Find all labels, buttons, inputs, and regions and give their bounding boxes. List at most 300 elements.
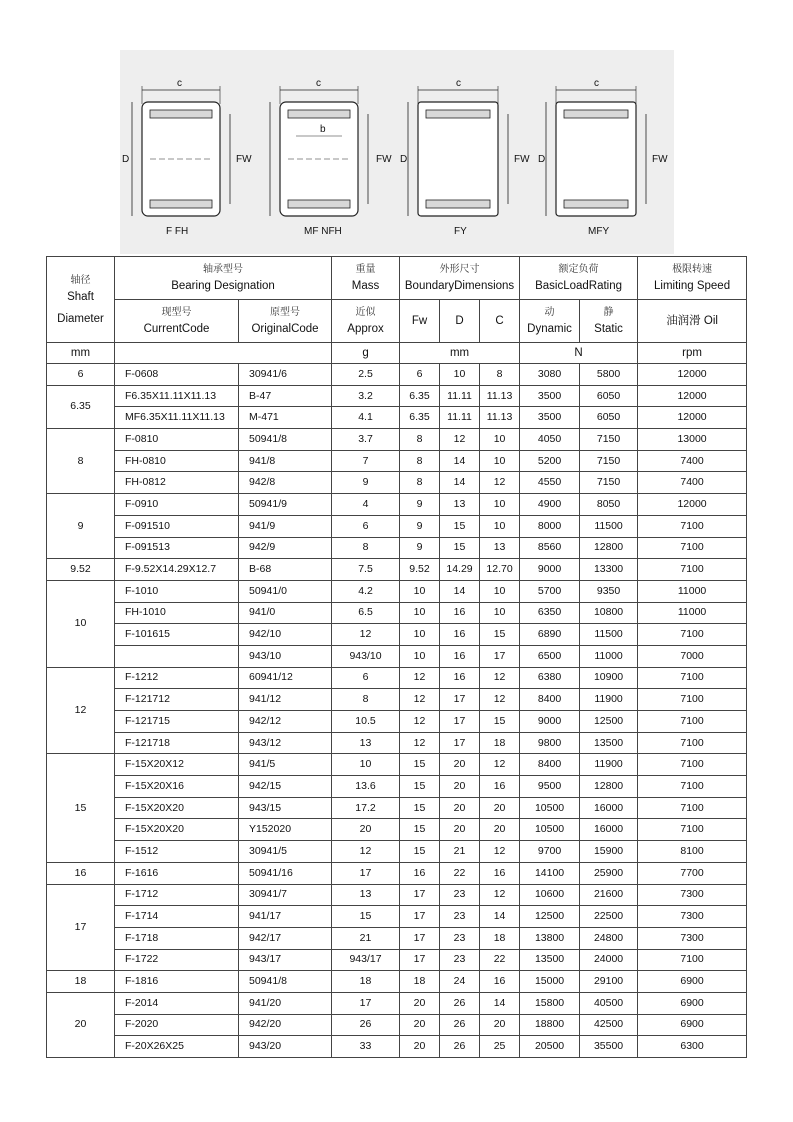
original-code-cell: 941/0 bbox=[239, 602, 332, 624]
c-cell: 10 bbox=[480, 450, 520, 472]
fw-cell: 20 bbox=[400, 1014, 440, 1036]
table-body bbox=[47, 364, 747, 1058]
c-cell: 12 bbox=[480, 472, 520, 494]
label-fw: FW bbox=[236, 154, 252, 165]
dynamic-cell: 20500 bbox=[520, 1036, 580, 1058]
mass-cell: 943/10 bbox=[332, 645, 400, 667]
d-cell: 16 bbox=[440, 602, 480, 624]
current-code-cell: F-15X20X16 bbox=[115, 776, 239, 798]
dynamic-cell: 4550 bbox=[520, 472, 580, 494]
mass-cell: 13 bbox=[332, 884, 400, 906]
c-cell: 20 bbox=[480, 1014, 520, 1036]
mass-cell: 943/17 bbox=[332, 949, 400, 971]
speed-cell: 7100 bbox=[638, 732, 747, 754]
c-cell: 12 bbox=[480, 689, 520, 711]
mass-cell: 2.5 bbox=[332, 364, 400, 386]
static-cell: 35500 bbox=[580, 1036, 638, 1058]
d-cell: 23 bbox=[440, 906, 480, 928]
fw-cell: 6.35 bbox=[400, 407, 440, 429]
d-cell: 11.11 bbox=[440, 385, 480, 407]
static-cell: 11500 bbox=[580, 624, 638, 646]
original-code-cell: 941/20 bbox=[239, 992, 332, 1014]
shaft-diameter-cell: 6.35 bbox=[47, 385, 115, 428]
current-code-cell: F-15X20X12 bbox=[115, 754, 239, 776]
d-cell: 22 bbox=[440, 862, 480, 884]
speed-cell: 7100 bbox=[638, 819, 747, 841]
table-row bbox=[47, 927, 747, 949]
mass-cell: 7.5 bbox=[332, 559, 400, 581]
table-row bbox=[47, 754, 747, 776]
fw-cell: 12 bbox=[400, 689, 440, 711]
label-fw: FW bbox=[652, 154, 668, 165]
original-code-cell: 943/12 bbox=[239, 732, 332, 754]
current-code-cell: F-091510 bbox=[115, 515, 239, 537]
static-cell: 7150 bbox=[580, 429, 638, 451]
header-mass: 重量 Mass bbox=[332, 257, 400, 300]
c-cell: 17 bbox=[480, 645, 520, 667]
static-cell: 10900 bbox=[580, 667, 638, 689]
table-row bbox=[47, 732, 747, 754]
speed-cell: 7100 bbox=[638, 559, 747, 581]
current-code-cell: F-091513 bbox=[115, 537, 239, 559]
speed-cell: 7100 bbox=[638, 776, 747, 798]
speed-cell: 12000 bbox=[638, 407, 747, 429]
table-row bbox=[47, 559, 747, 581]
fw-cell: 17 bbox=[400, 927, 440, 949]
d-cell: 20 bbox=[440, 754, 480, 776]
dynamic-cell: 3080 bbox=[520, 364, 580, 386]
fw-cell: 12 bbox=[400, 667, 440, 689]
unit-shaft: mm bbox=[47, 343, 115, 364]
shaft-diameter-cell: 15 bbox=[47, 754, 115, 862]
label-fw: FW bbox=[514, 154, 530, 165]
d-cell: 13 bbox=[440, 494, 480, 516]
header-fw: Fw bbox=[400, 300, 440, 343]
fw-cell: 15 bbox=[400, 776, 440, 798]
header-load: 额定负荷 BasicLoadRating bbox=[520, 257, 638, 300]
fw-cell: 8 bbox=[400, 450, 440, 472]
dynamic-cell: 6500 bbox=[520, 645, 580, 667]
speed-cell: 7100 bbox=[638, 711, 747, 733]
static-cell: 42500 bbox=[580, 1014, 638, 1036]
table-row bbox=[47, 819, 747, 841]
mass-cell: 13 bbox=[332, 732, 400, 754]
original-code-cell: 50941/16 bbox=[239, 862, 332, 884]
d-cell: 15 bbox=[440, 515, 480, 537]
c-cell: 22 bbox=[480, 949, 520, 971]
mass-cell: 4.2 bbox=[332, 580, 400, 602]
d-cell: 14 bbox=[440, 450, 480, 472]
mass-cell: 15 bbox=[332, 906, 400, 928]
current-code-cell: F-1512 bbox=[115, 841, 239, 863]
d-cell: 23 bbox=[440, 927, 480, 949]
table-row bbox=[47, 537, 747, 559]
fw-cell: 10 bbox=[400, 624, 440, 646]
original-code-cell: 50941/8 bbox=[239, 971, 332, 993]
dynamic-cell: 9000 bbox=[520, 711, 580, 733]
original-code-cell: 50941/9 bbox=[239, 494, 332, 516]
fw-cell: 15 bbox=[400, 819, 440, 841]
current-code-cell bbox=[115, 645, 239, 667]
static-cell: 11900 bbox=[580, 754, 638, 776]
fw-cell: 17 bbox=[400, 906, 440, 928]
fw-cell: 10 bbox=[400, 602, 440, 624]
label-c: c bbox=[594, 78, 599, 89]
d-cell: 16 bbox=[440, 624, 480, 646]
static-cell: 12800 bbox=[580, 776, 638, 798]
c-cell: 14 bbox=[480, 906, 520, 928]
c-cell: 15 bbox=[480, 711, 520, 733]
fw-cell: 20 bbox=[400, 992, 440, 1014]
current-code-cell: F-1816 bbox=[115, 971, 239, 993]
current-code-cell: F-1616 bbox=[115, 862, 239, 884]
fw-cell: 9 bbox=[400, 494, 440, 516]
header-boundary: 外形尺寸 BoundaryDimensions bbox=[400, 257, 520, 300]
d-cell: 14 bbox=[440, 580, 480, 602]
mass-cell: 33 bbox=[332, 1036, 400, 1058]
table-row bbox=[47, 797, 747, 819]
speed-cell: 7400 bbox=[638, 450, 747, 472]
current-code-cell: F-1212 bbox=[115, 667, 239, 689]
static-cell: 13500 bbox=[580, 732, 638, 754]
dynamic-cell: 8000 bbox=[520, 515, 580, 537]
mass-cell: 17 bbox=[332, 862, 400, 884]
original-code-cell: 942/10 bbox=[239, 624, 332, 646]
c-cell: 16 bbox=[480, 971, 520, 993]
fw-cell: 17 bbox=[400, 949, 440, 971]
speed-cell: 7000 bbox=[638, 645, 747, 667]
speed-cell: 7300 bbox=[638, 884, 747, 906]
shaft-diameter-cell: 17 bbox=[47, 884, 115, 971]
c-cell: 25 bbox=[480, 1036, 520, 1058]
mass-cell: 12 bbox=[332, 624, 400, 646]
mass-cell: 4 bbox=[332, 494, 400, 516]
fw-cell: 17 bbox=[400, 884, 440, 906]
c-cell: 16 bbox=[480, 776, 520, 798]
unit-load: N bbox=[520, 343, 638, 364]
current-code-cell: F-9.52X14.29X12.7 bbox=[115, 559, 239, 581]
dynamic-cell: 8400 bbox=[520, 689, 580, 711]
original-code-cell: M-471 bbox=[239, 407, 332, 429]
speed-cell: 6900 bbox=[638, 1014, 747, 1036]
caption-ffh: F FH bbox=[166, 226, 189, 237]
mass-cell: 6 bbox=[332, 667, 400, 689]
d-cell: 15 bbox=[440, 537, 480, 559]
dynamic-cell: 18800 bbox=[520, 1014, 580, 1036]
c-cell: 12 bbox=[480, 667, 520, 689]
original-code-cell: 943/20 bbox=[239, 1036, 332, 1058]
current-code-cell: F-101615 bbox=[115, 624, 239, 646]
original-code-cell: 943/10 bbox=[239, 645, 332, 667]
mass-cell: 10 bbox=[332, 754, 400, 776]
current-code-cell: FH-0810 bbox=[115, 450, 239, 472]
current-code-cell: F-2020 bbox=[115, 1014, 239, 1036]
shaft-diameter-cell: 16 bbox=[47, 862, 115, 884]
mass-cell: 8 bbox=[332, 537, 400, 559]
current-code-cell: F-0810 bbox=[115, 429, 239, 451]
speed-cell: 6300 bbox=[638, 1036, 747, 1058]
caption-mfy: MFY bbox=[588, 226, 610, 237]
speed-cell: 7300 bbox=[638, 906, 747, 928]
speed-cell: 7300 bbox=[638, 927, 747, 949]
mass-cell: 17.2 bbox=[332, 797, 400, 819]
fw-cell: 9 bbox=[400, 515, 440, 537]
original-code-cell: 943/17 bbox=[239, 949, 332, 971]
header-dynamic: 动 Dynamic bbox=[520, 300, 580, 343]
table-row bbox=[47, 1014, 747, 1036]
fw-cell: 10 bbox=[400, 645, 440, 667]
table-row bbox=[47, 906, 747, 928]
current-code-cell: F-0608 bbox=[115, 364, 239, 386]
mass-cell: 21 bbox=[332, 927, 400, 949]
fw-cell: 6 bbox=[400, 364, 440, 386]
table-row bbox=[47, 364, 747, 386]
c-cell: 15 bbox=[480, 624, 520, 646]
d-cell: 16 bbox=[440, 645, 480, 667]
mass-cell: 18 bbox=[332, 971, 400, 993]
original-code-cell: 941/8 bbox=[239, 450, 332, 472]
static-cell: 11000 bbox=[580, 645, 638, 667]
dynamic-cell: 8560 bbox=[520, 537, 580, 559]
static-cell: 16000 bbox=[580, 797, 638, 819]
fw-cell: 18 bbox=[400, 971, 440, 993]
c-cell: 18 bbox=[480, 927, 520, 949]
speed-cell: 11000 bbox=[638, 602, 747, 624]
label-d: D bbox=[400, 154, 408, 165]
dynamic-cell: 13800 bbox=[520, 927, 580, 949]
d-cell: 20 bbox=[440, 819, 480, 841]
speed-cell: 7100 bbox=[638, 949, 747, 971]
table-row bbox=[47, 971, 747, 993]
c-cell: 10 bbox=[480, 494, 520, 516]
current-code-cell: MF6.35X11.11X11.13 bbox=[115, 407, 239, 429]
table-row bbox=[47, 992, 747, 1014]
current-code-cell: F-15X20X20 bbox=[115, 819, 239, 841]
table-row bbox=[47, 689, 747, 711]
d-cell: 10 bbox=[440, 364, 480, 386]
original-code-cell: B-68 bbox=[239, 559, 332, 581]
table-row bbox=[47, 450, 747, 472]
shaft-diameter-cell: 8 bbox=[47, 429, 115, 494]
dynamic-cell: 10600 bbox=[520, 884, 580, 906]
static-cell: 9350 bbox=[580, 580, 638, 602]
c-cell: 12 bbox=[480, 884, 520, 906]
current-code-cell: F-20X26X25 bbox=[115, 1036, 239, 1058]
dynamic-cell: 6350 bbox=[520, 602, 580, 624]
speed-cell: 7100 bbox=[638, 667, 747, 689]
dynamic-cell: 6380 bbox=[520, 667, 580, 689]
d-cell: 14.29 bbox=[440, 559, 480, 581]
static-cell: 29100 bbox=[580, 971, 638, 993]
table-row bbox=[47, 949, 747, 971]
dynamic-cell: 8400 bbox=[520, 754, 580, 776]
static-cell: 24800 bbox=[580, 927, 638, 949]
mass-cell: 26 bbox=[332, 1014, 400, 1036]
static-cell: 7150 bbox=[580, 472, 638, 494]
mass-cell: 6.5 bbox=[332, 602, 400, 624]
original-code-cell: 943/15 bbox=[239, 797, 332, 819]
table-row bbox=[47, 884, 747, 906]
dynamic-cell: 4050 bbox=[520, 429, 580, 451]
static-cell: 12500 bbox=[580, 711, 638, 733]
shaft-diameter-cell: 18 bbox=[47, 971, 115, 993]
mass-cell: 9 bbox=[332, 472, 400, 494]
speed-cell: 12000 bbox=[638, 385, 747, 407]
dynamic-cell: 13500 bbox=[520, 949, 580, 971]
original-code-cell: Y152020 bbox=[239, 819, 332, 841]
table-row bbox=[47, 494, 747, 516]
header-oil: 油润滑 Oil bbox=[638, 300, 747, 343]
shaft-diameter-cell: 9.52 bbox=[47, 559, 115, 581]
original-code-cell: 941/9 bbox=[239, 515, 332, 537]
c-cell: 13 bbox=[480, 537, 520, 559]
speed-cell: 6900 bbox=[638, 992, 747, 1014]
c-cell: 20 bbox=[480, 819, 520, 841]
bearing-spec-table bbox=[46, 256, 747, 1058]
speed-cell: 13000 bbox=[638, 429, 747, 451]
current-code-cell: F-121718 bbox=[115, 732, 239, 754]
static-cell: 6050 bbox=[580, 385, 638, 407]
mass-cell: 10.5 bbox=[332, 711, 400, 733]
speed-cell: 7100 bbox=[638, 537, 747, 559]
dynamic-cell: 10500 bbox=[520, 797, 580, 819]
fw-cell: 10 bbox=[400, 580, 440, 602]
c-cell: 16 bbox=[480, 862, 520, 884]
static-cell: 10800 bbox=[580, 602, 638, 624]
table-row bbox=[47, 602, 747, 624]
d-cell: 20 bbox=[440, 797, 480, 819]
header-c: C bbox=[480, 300, 520, 343]
header-original: 原型号 OriginalCode bbox=[239, 300, 332, 343]
mass-cell: 4.1 bbox=[332, 407, 400, 429]
d-cell: 20 bbox=[440, 776, 480, 798]
d-cell: 14 bbox=[440, 472, 480, 494]
label-d: D bbox=[538, 154, 546, 165]
current-code-cell: F-1714 bbox=[115, 906, 239, 928]
dynamic-cell: 14100 bbox=[520, 862, 580, 884]
table-row bbox=[47, 776, 747, 798]
label-c: c bbox=[456, 78, 461, 89]
label-b: b bbox=[320, 124, 326, 135]
static-cell: 21600 bbox=[580, 884, 638, 906]
current-code-cell: FH-1010 bbox=[115, 602, 239, 624]
dynamic-cell: 9700 bbox=[520, 841, 580, 863]
unit-mass: g bbox=[332, 343, 400, 364]
mass-cell: 13.6 bbox=[332, 776, 400, 798]
d-cell: 26 bbox=[440, 1036, 480, 1058]
dynamic-cell: 6890 bbox=[520, 624, 580, 646]
current-code-cell: F-1722 bbox=[115, 949, 239, 971]
header-speed: 极限转速 Limiting Speed bbox=[638, 257, 747, 300]
c-cell: 11.13 bbox=[480, 385, 520, 407]
fw-cell: 9.52 bbox=[400, 559, 440, 581]
unit-speed: rpm bbox=[638, 343, 747, 364]
d-cell: 26 bbox=[440, 992, 480, 1014]
original-code-cell: 942/15 bbox=[239, 776, 332, 798]
current-code-cell: F-2014 bbox=[115, 992, 239, 1014]
dynamic-cell: 3500 bbox=[520, 385, 580, 407]
fw-cell: 9 bbox=[400, 537, 440, 559]
static-cell: 11900 bbox=[580, 689, 638, 711]
original-code-cell: 30941/6 bbox=[239, 364, 332, 386]
speed-cell: 7100 bbox=[638, 515, 747, 537]
table-row bbox=[47, 711, 747, 733]
mass-cell: 20 bbox=[332, 819, 400, 841]
original-code-cell: 941/5 bbox=[239, 754, 332, 776]
static-cell: 12800 bbox=[580, 537, 638, 559]
table-row bbox=[47, 472, 747, 494]
table-row bbox=[47, 841, 747, 863]
mass-cell: 3.7 bbox=[332, 429, 400, 451]
table-row bbox=[47, 385, 747, 407]
dynamic-cell: 9000 bbox=[520, 559, 580, 581]
speed-cell: 7100 bbox=[638, 689, 747, 711]
d-cell: 23 bbox=[440, 884, 480, 906]
speed-cell: 8100 bbox=[638, 841, 747, 863]
d-cell: 24 bbox=[440, 971, 480, 993]
label-c: c bbox=[316, 78, 321, 89]
d-cell: 23 bbox=[440, 949, 480, 971]
label-c: c bbox=[177, 78, 182, 89]
dynamic-cell: 3500 bbox=[520, 407, 580, 429]
original-code-cell: 50941/8 bbox=[239, 429, 332, 451]
dynamic-cell: 9500 bbox=[520, 776, 580, 798]
table-row bbox=[47, 515, 747, 537]
fw-cell: 20 bbox=[400, 1036, 440, 1058]
table-row bbox=[47, 667, 747, 689]
d-cell: 17 bbox=[440, 689, 480, 711]
header-shaft: 轴径 Shaft Diameter bbox=[47, 257, 115, 343]
c-cell: 20 bbox=[480, 797, 520, 819]
bearing-type-diagrams bbox=[120, 50, 674, 254]
original-code-cell: 30941/5 bbox=[239, 841, 332, 863]
static-cell: 25900 bbox=[580, 862, 638, 884]
dynamic-cell: 5700 bbox=[520, 580, 580, 602]
d-cell: 17 bbox=[440, 711, 480, 733]
speed-cell: 12000 bbox=[638, 494, 747, 516]
static-cell: 40500 bbox=[580, 992, 638, 1014]
static-cell: 22500 bbox=[580, 906, 638, 928]
d-cell: 12 bbox=[440, 429, 480, 451]
original-code-cell: 50941/0 bbox=[239, 580, 332, 602]
dynamic-cell: 12500 bbox=[520, 906, 580, 928]
static-cell: 7150 bbox=[580, 450, 638, 472]
table-row bbox=[47, 429, 747, 451]
original-code-cell: 942/20 bbox=[239, 1014, 332, 1036]
original-code-cell: B-47 bbox=[239, 385, 332, 407]
static-cell: 6050 bbox=[580, 407, 638, 429]
static-cell: 24000 bbox=[580, 949, 638, 971]
c-cell: 12 bbox=[480, 841, 520, 863]
caption-fy: FY bbox=[454, 226, 467, 237]
fw-cell: 15 bbox=[400, 754, 440, 776]
static-cell: 8050 bbox=[580, 494, 638, 516]
header-approx: 近似 Approx bbox=[332, 300, 400, 343]
table-row bbox=[47, 624, 747, 646]
current-code-cell: F6.35X11.11X11.13 bbox=[115, 385, 239, 407]
shaft-diameter-cell: 10 bbox=[47, 580, 115, 667]
speed-cell: 11000 bbox=[638, 580, 747, 602]
c-cell: 11.13 bbox=[480, 407, 520, 429]
original-code-cell: 942/9 bbox=[239, 537, 332, 559]
dynamic-cell: 10500 bbox=[520, 819, 580, 841]
fw-cell: 15 bbox=[400, 797, 440, 819]
mass-cell: 3.2 bbox=[332, 385, 400, 407]
mass-cell: 17 bbox=[332, 992, 400, 1014]
mass-cell: 8 bbox=[332, 689, 400, 711]
dynamic-cell: 5200 bbox=[520, 450, 580, 472]
static-cell: 13300 bbox=[580, 559, 638, 581]
